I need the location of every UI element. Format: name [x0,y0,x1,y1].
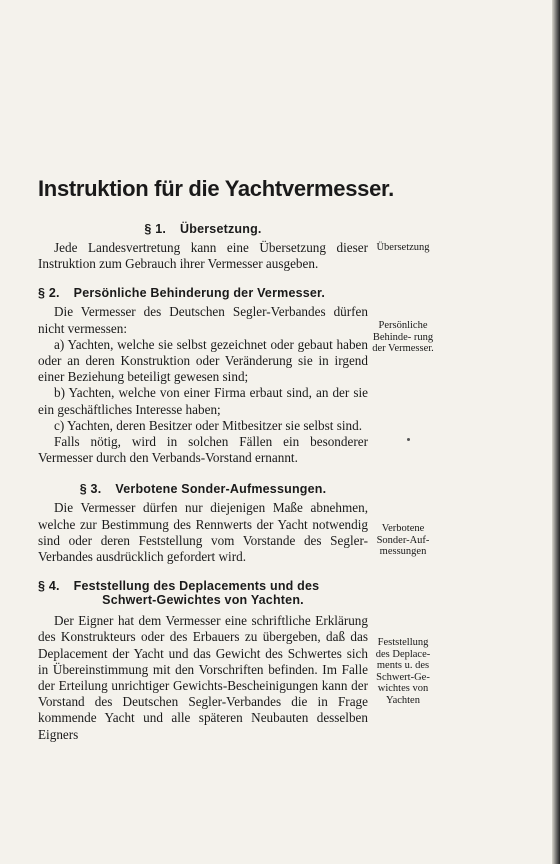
section-2-item-a: a) Yachten, welche sie selbst gezeichnet oder gebaut haben oder an deren Konstruktion oder Veränderung sie in irgend einer Beziehung beteiligt gewesen sind; [38,336,368,385]
section-number: § 2. [38,286,60,301]
book-spine-shadow [552,0,560,864]
section-title: Feststellung des Deplacements und des [73,579,320,594]
document-body [38,176,394,743]
section-title-continued: Schwert-Gewichtes von Yachten. [102,593,304,608]
margin-note-ubersetzung: Übersetzung [376,242,430,253]
section-4-heading [38,579,368,607]
margin-note-deplacement: Feststellung des Deplace- ments u. des Schwert-Ge- wichtes von Yachten [375,637,431,706]
section-number: § 3. [79,482,102,497]
section-2-heading [38,286,368,300]
stray-mark [407,438,410,441]
section-3-paragraph: Die Vermesser dürfen nur diejenigen Maße abnehmen, welche zur Bestimmung des Rennwerts der Yacht notwendig sind oder deren Feststellung vom Vorstande des Segler-Verbandes ausdrücklich gefordert wird. [38,500,368,565]
section-2-paragraph-closing: Falls nötig, wird in solchen Fällen ein besonderer Vermesser durch den Verbands-Vorstand ernannt. [38,434,368,466]
section-4-paragraph: Der Eigner hat dem Vermesser eine schriftliche Erklärung des Konstrukteurs oder des Erbauers zu übergeben, daß das Deplacement der Yacht und das Gewicht des Schwertes sich in Übereinstimmung mit den Vorschriften befinden. Im Falle der Erteilung unrichtiger Gewichts-Bescheinigungen kann der Vorstand des Deutschen Segler-Verbandes die in Frage kommende Yacht und alle späteren Neubauten desselben Eigners [38,613,368,742]
page-title: Instruktion für die Yachtvermesser. [38,176,394,201]
section-2-item-b: b) Yachten, welche von einer Firma erbaut sind, an der sie ein geschäftliches Interesse haben; [38,385,368,417]
section-2-item-c: c) Yachten, deren Besitzer oder Mitbesitzer sie selbst sind. [54,417,362,433]
section-2-paragraph: Die Vermesser des Deutschen Segler-Verbandes dürfen nicht vermessen: [38,304,368,336]
section-number: § 1. [144,222,167,236]
section-1-paragraph: Jede Landesvertretung kann eine Übersetzung dieser Instruktion zum Gebrauch ihrer Vermesser ausgeben. [38,240,368,272]
section-title: Verbotene Sonder-Aufmessungen. [115,482,327,497]
section-1-heading [38,222,368,236]
margin-note-sonder-aufmessungen: Verbotene Sonder-Auf- messungen [376,523,430,557]
section-3-heading [38,482,368,496]
section-title: Persönliche Behinderung der Vermesser. [73,286,326,301]
margin-note-behinderung: Persönliche Behinde- rung der Vermesser. [372,320,434,354]
section-title: Übersetzung. [180,222,262,236]
section-number: § 4. [38,579,60,594]
